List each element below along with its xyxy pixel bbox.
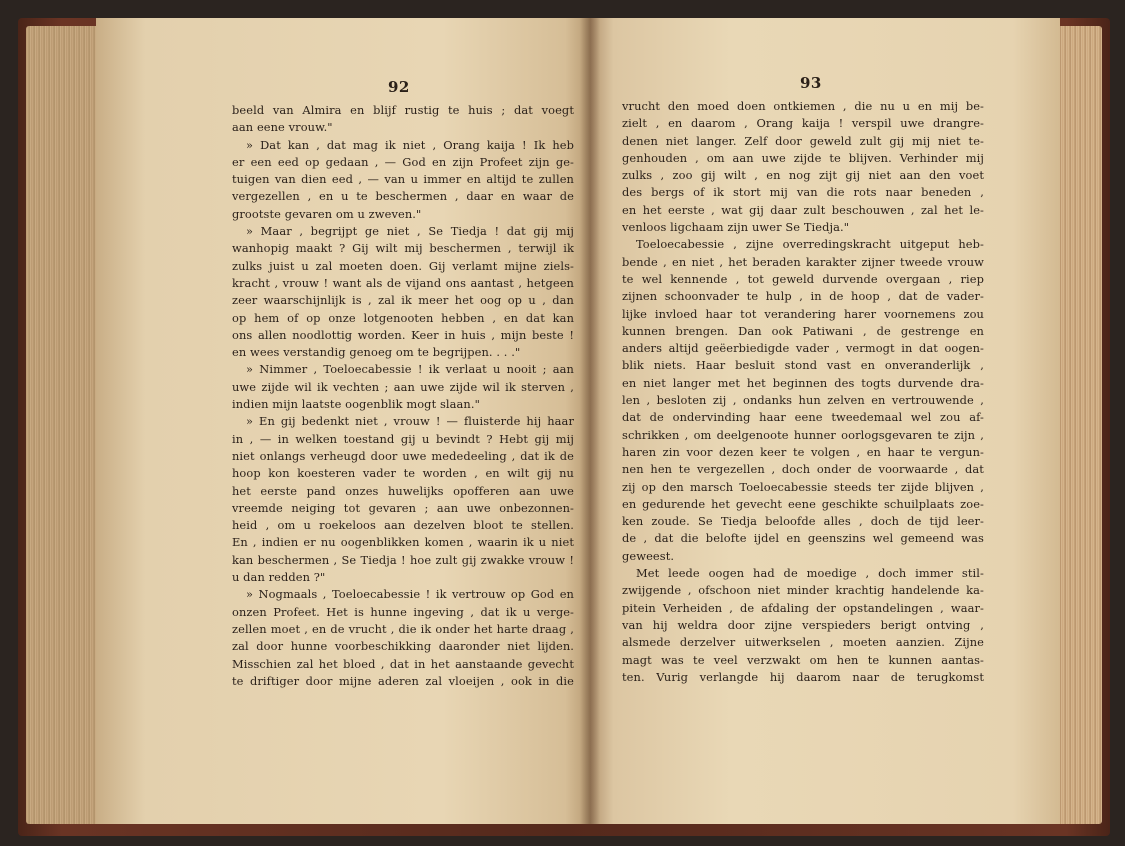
right-page-text	[622, 98, 984, 686]
text-line: blik niets. Haar besluit stond vast en onveranderlijk ,	[622, 358, 984, 373]
text-line: aan eene vrouw."	[232, 120, 333, 135]
text-line: en niet langer met het beginnen des togts durvende dra-	[622, 375, 984, 390]
text-line: in , — in welken toestand gij u bevindt ? Hebt gij mij	[232, 431, 574, 446]
text-line: kracht , vrouw ! want als de vijand ons aantast , hetgeen	[232, 275, 574, 290]
text-line: Toeloecabessie , zijne overredingskracht uitgeput heb-	[636, 237, 984, 252]
left-page	[96, 18, 590, 824]
text-line: hoop kon koesteren vader te worden , en wilt gij nu	[232, 466, 574, 481]
text-line: zeer waarschijnlijk is , zal ik meer het oog op u , dan	[232, 293, 574, 308]
text-line: kan beschermen , Se Tiedja ! hoe zult gij zwakke vrouw !	[232, 552, 574, 567]
text-line: dat de ondervinding haar eene tweedemaal wel zou af-	[622, 410, 984, 425]
text-line: geweest.	[622, 548, 675, 563]
text-line: anders altijd geëerbiedigde vader , vermogt in dat oogen-	[622, 341, 984, 356]
text-line: onzen Profeet. Het is hunne ingeving , dat ik u verge-	[232, 604, 574, 619]
text-line: te driftiger door mijne aderen zal vloeijen , ook in die	[232, 673, 574, 688]
text-line: u dan redden ?"	[232, 570, 326, 585]
text-line: ons allen noodlottig worden. Keer in huis , mijn beste !	[232, 327, 574, 342]
text-line: len , besloten zij , ondanks hun zelven en vertrouwende ,	[622, 393, 984, 408]
text-line: op hem of op onze lotgenooten hebben , en dat kan	[232, 310, 574, 325]
text-line: niet onlangs verheugd door uwe mededeeling , dat ik de	[232, 448, 574, 463]
text-line: » Dat kan , dat mag ik niet , Orang kaija ! Ik heb	[246, 137, 574, 152]
text-line: zij op den marsch Toeloecabessie steeds ter zijde blijven ,	[622, 479, 984, 494]
text-line: » Nogmaals , Toeloecabessie ! ik vertrouw op God en	[246, 587, 574, 602]
text-line: beeld van Almira en blijf rustig te huis ; dat voegt	[232, 103, 574, 117]
text-line: vrucht den moed doen ontkiemen , die nu u en mij be-	[622, 99, 984, 113]
right-page	[590, 18, 1060, 824]
text-line: wanhopig maakt ? Gij wilt mij beschermen , terwijl ik	[232, 241, 574, 256]
text-line: lijke invloed haar tot verandering harer voornemens zou	[622, 306, 984, 321]
text-line: van hij weldra door zijne verspieders berigt ontving ,	[622, 617, 984, 632]
text-line: de , dat die belofte ijdel en geenszins wel gemeend was	[622, 531, 984, 546]
left-page-number: 92	[388, 78, 410, 96]
text-line: er een eed op gedaan , — God en zijn Profeet zijn ge-	[232, 154, 574, 169]
text-line: zielt , en daarom , Orang kaija ! verspil uwe drangre-	[622, 116, 984, 131]
text-line: zellen moet , en de vrucht , die ik onder het harte draag ,	[232, 621, 574, 636]
text-line: kunnen brengen. Dan ook Patiwani , de gestrenge en	[622, 323, 984, 338]
text-line: zwijgende , ofschoon niet minder krachtig handelende ka-	[622, 583, 984, 598]
text-line: nen hen te vergezellen , doch onder de voorwaarde , dat	[622, 462, 984, 477]
right-page-number: 93	[800, 74, 822, 92]
text-line: schrikken , om deelgenoote hunner oorlogsgevaren te zijn ,	[622, 427, 984, 442]
text-line: het eerste pand onzes huwelijks opofferen aan uwe	[232, 483, 574, 498]
text-line: genhouden , om aan uwe zijde te blijven. Verhinder mij	[622, 150, 984, 165]
text-line: En , indien er nu oogenblikken komen , waarin ik u niet	[232, 535, 574, 550]
text-line: te wel kennende , tot geweld durvende overgaan , riep	[622, 271, 984, 286]
text-line: vreemde neiging tot gevaren ; aan uwe onbezonnen-	[232, 500, 574, 515]
text-line: zulks , zoo gij wilt , en nog zijt gij niet aan den voet	[622, 168, 984, 183]
text-line: en gedurende het gevecht eene geschikte schuilplaats zoe-	[622, 496, 984, 511]
text-line: uwe zijde wil ik vechten ; aan uwe zijde wil ik sterven ,	[232, 379, 574, 394]
text-line: vergezellen , en u te beschermen , daar en waar de	[232, 189, 574, 204]
text-line: ten. Vurig verlangde hij daarom naar de terugkomst	[622, 669, 984, 684]
text-line: zulks juist u zal moeten doen. Gij verlamt mijne ziels-	[232, 258, 574, 273]
text-line: » En gij bedenkt niet , vrouw ! — fluisterde hij haar	[246, 414, 574, 429]
text-line: en het eerste , wat gij daar zult beschouwen , zal het le-	[622, 202, 984, 217]
text-line: haren zin voor dezen keer te volgen , en haar te vergun-	[622, 444, 984, 459]
text-line: pitein Verheiden , de afdaling der opstandelingen , waar-	[622, 600, 984, 615]
text-line: grootste gevaren om u zweven."	[232, 206, 422, 221]
book-gutter	[580, 18, 600, 824]
text-line: » Maar , begrijpt ge niet , Se Tiedja ! dat gij mij	[246, 224, 574, 239]
text-line: ken zoude. Se Tiedja beloofde alles , doch de tijd leer-	[622, 514, 984, 529]
text-line: Misschien zal het bloed , dat in het aanstaande gevecht	[232, 656, 574, 671]
text-line: magt was te veel verzwakt om hen te kunnen aantas-	[622, 652, 984, 667]
text-line: » Nimmer , Toeloecabessie ! ik verlaat u nooit ; aan	[246, 362, 574, 377]
text-line: denen niet langer. Zelf door geweld zult gij mij niet te-	[622, 133, 984, 148]
text-line: zijnen schoonvader te hulp , in de hoop , dat de vader-	[622, 289, 984, 304]
text-line: indien mijn laatste oogenblik mogt slaan."	[232, 397, 480, 412]
text-line: en wees verstandig genoeg om te begrijpen. . . ."	[232, 345, 521, 360]
text-line: zal door hunne voorbeschikking daaronder niet lijden.	[232, 639, 574, 654]
text-line: Met leede oogen had de moedige , doch immer stil-	[636, 566, 984, 581]
text-line: des bergs of ik stort mij van die rots naar beneden ,	[622, 185, 984, 200]
text-line: bende , en niet , het beraden karakter zijner tweede vrouw	[622, 254, 984, 269]
page-edges-left	[26, 26, 106, 824]
text-line: heid , om u roekeloos aan dezelven bloot te stellen.	[232, 518, 574, 533]
left-page-text	[232, 102, 574, 690]
text-line: tuigen van dien eed , — van u immer en altijd te zullen	[232, 172, 574, 187]
text-line: alsmede derzelver uitwerkselen , moeten aanzien. Zijne	[622, 635, 984, 650]
text-line: venloos ligchaam zijn uwer Se Tiedja."	[622, 220, 850, 235]
